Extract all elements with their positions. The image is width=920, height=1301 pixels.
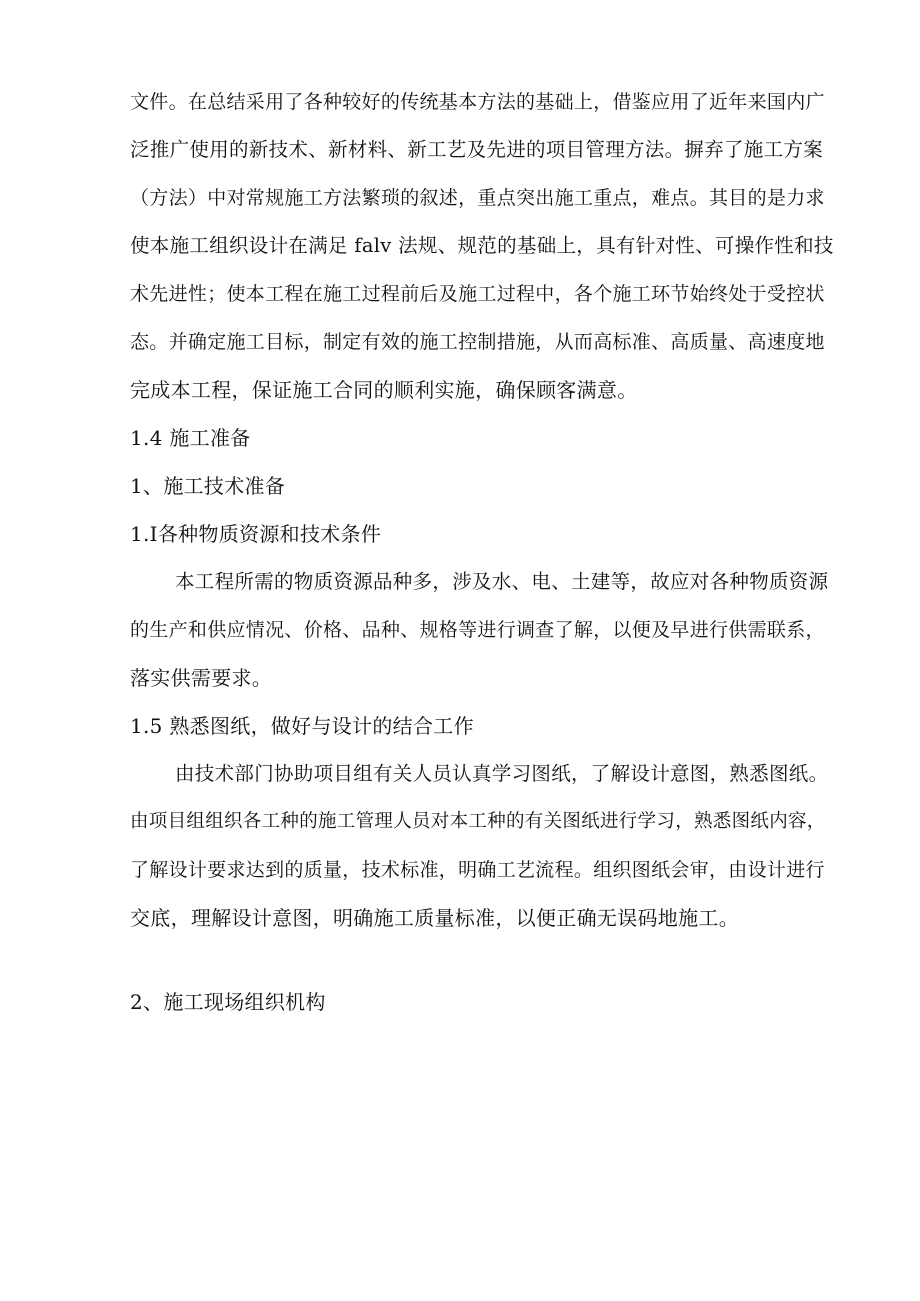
section-heading-1-5: 1.5 熟悉图纸，做好与设计的结合工作: [130, 714, 474, 738]
section-heading-1-4: 1.4 施工准备: [130, 426, 251, 450]
resources-line-2: 的生产和供应情况、价格、品种、规格等进行调查了解，以便及早进行供需联系，: [130, 619, 825, 641]
intro-line-2: 泛推广使用的新技术、新材料、新工艺及先进的项目管理方法。摒弃了施工方案: [130, 138, 824, 161]
section-heading-tech-prep: 1、施工技术准备: [130, 474, 286, 498]
intro-line-7: 完成本工程，保证施工合同的顺利实施，确保顾客满意。: [130, 378, 638, 402]
intro-line-4: 使本施工组织设计在满足 falv 法规、规范的基础上，具有针对性、可操作性和技: [130, 234, 834, 257]
intro-line-6: 态。并确定施工目标，制定有效的施工控制措施，从而高标准、高质量、高速度地: [130, 331, 825, 353]
drawings-line-1: 由技术部门协助项目组有关人员认真学习图纸，了解设计意图，熟悉图纸。: [175, 762, 829, 785]
section-heading-site-org: 2、施工现场组织机构: [130, 990, 326, 1014]
drawings-line-2: 由项目组组织各工种的施工管理人员对本工种的有关图纸进行学习，熟悉图纸内容，: [130, 811, 826, 832]
intro-line-1: 文件。在总结采用了各种较好的传统基本方法的基础上，借鉴应用了近年来国内广: [130, 91, 825, 113]
drawings-line-4: 交底，理解设计意图，明确施工质量标准，以便正确无误码地施工。: [130, 906, 739, 930]
resources-line-1: 本工程所需的物质资源品种多，涉及水、电、土建等，故应对各种物质资源: [175, 570, 829, 593]
resources-line-3: 落实供需要求。: [130, 666, 273, 690]
drawings-line-3: 了解设计要求达到的质量，技术标准，明确工艺流程。组织图纸会审，由设计进行: [130, 859, 825, 881]
intro-line-5: 术先进性；使本工程在施工过程前后及施工过程中，各个施工环节始终处于受控状: [130, 283, 825, 305]
section-heading-1-1: 1.Ⅰ各种物质资源和技术条件: [130, 522, 382, 546]
intro-line-3: （方法）中对常规施工方法繁琐的叙述，重点突出施工重点，难点。其目的是力求: [130, 187, 825, 209]
